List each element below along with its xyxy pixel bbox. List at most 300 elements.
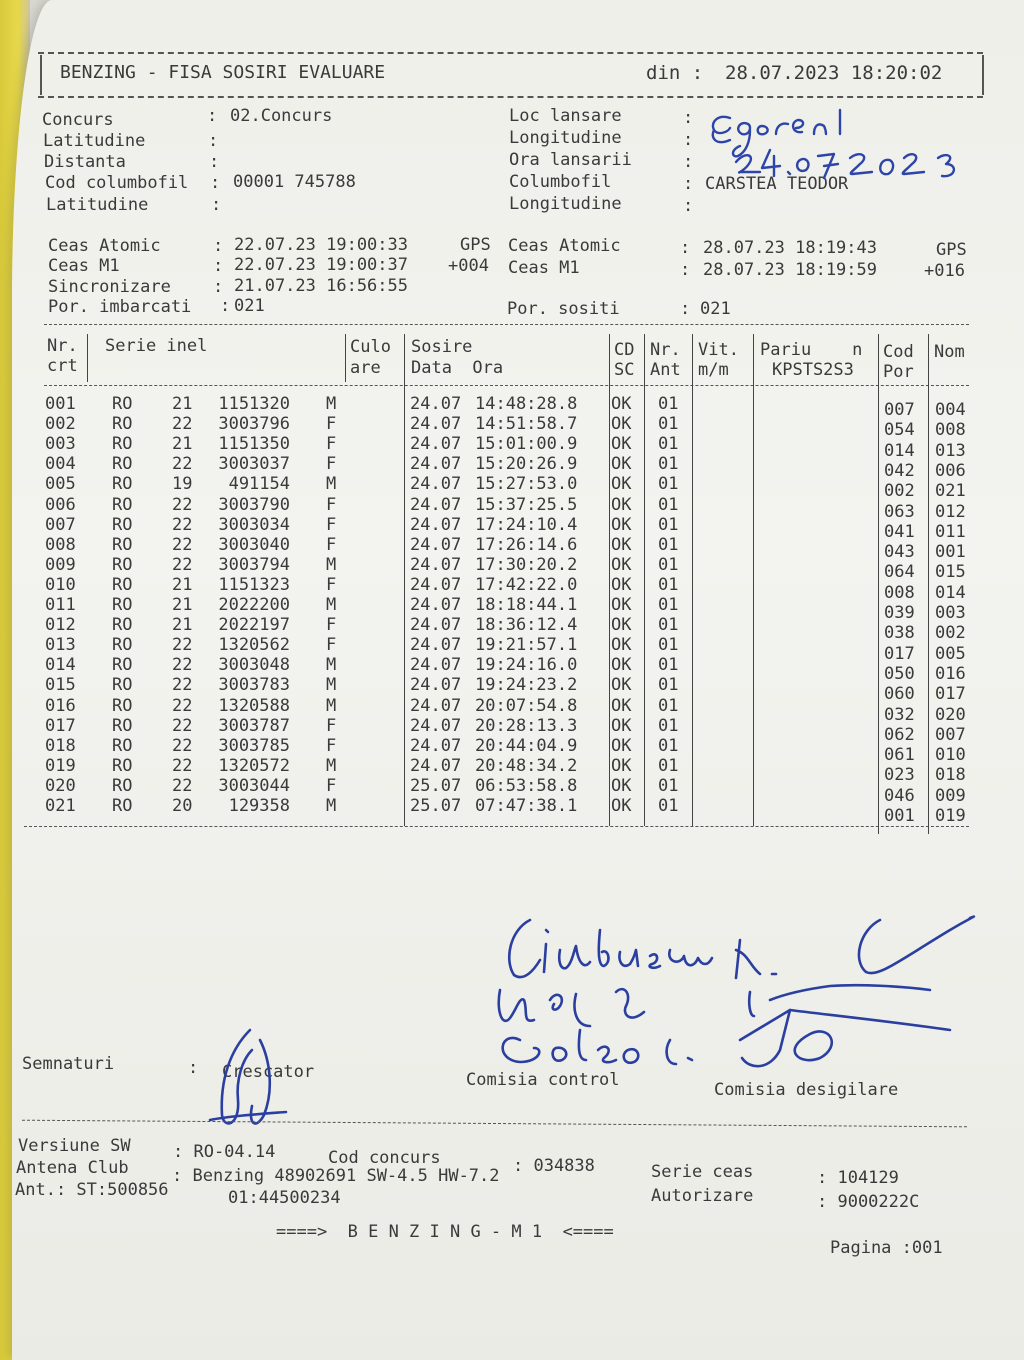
info-sep: : bbox=[683, 152, 694, 172]
row-sex: M bbox=[326, 474, 337, 495]
clock-extra: GPS bbox=[460, 235, 491, 255]
por-sositi-value: 021 bbox=[700, 299, 731, 319]
row-cd: OK bbox=[611, 514, 632, 535]
clock-value: 28.07.23 18:19:43 bbox=[703, 238, 877, 258]
col-header-cd: CD bbox=[614, 340, 635, 360]
table-header-rule bbox=[44, 385, 969, 386]
row-date: 24.07 bbox=[410, 735, 462, 756]
clock-label: Ceas Atomic bbox=[48, 236, 161, 256]
row-year: 21 bbox=[172, 434, 193, 455]
row-ant: 01 bbox=[658, 655, 679, 676]
row-date: 24.07 bbox=[410, 635, 462, 656]
info-label: Concurs bbox=[42, 110, 114, 130]
info-label: Ora lansarii bbox=[509, 150, 632, 170]
row-date: 25.07 bbox=[410, 796, 462, 816]
row-ring-number: 3003790 bbox=[218, 494, 290, 515]
clock-label: Ceas M1 bbox=[508, 258, 580, 278]
row-sex: F bbox=[326, 615, 337, 636]
row-nom: 001 bbox=[935, 542, 966, 563]
row-cod-por: 007 bbox=[884, 400, 915, 420]
row-ant: 01 bbox=[658, 474, 679, 495]
row-cd: OK bbox=[611, 414, 632, 435]
row-ring-number: 3003785 bbox=[218, 735, 290, 756]
row-time: 14:48:28.8 bbox=[475, 394, 578, 414]
row-cd: OK bbox=[611, 474, 632, 495]
table-bottom-rule bbox=[24, 826, 969, 827]
row-nr: 013 bbox=[45, 635, 76, 656]
document-title: BENZING - FISA SOSIRI EVALUARE bbox=[60, 62, 386, 83]
row-country: RO bbox=[112, 494, 133, 515]
row-year: 22 bbox=[172, 534, 193, 555]
row-time: 15:01:00.9 bbox=[475, 434, 578, 455]
row-nom: 020 bbox=[935, 704, 966, 725]
table-col-divider bbox=[878, 334, 879, 834]
row-date: 24.07 bbox=[410, 554, 462, 575]
col-header-culoare-2: are bbox=[350, 358, 381, 378]
row-ant: 01 bbox=[658, 534, 679, 555]
row-nr: 011 bbox=[45, 595, 76, 615]
row-date: 24.07 bbox=[410, 695, 462, 716]
col-header-vit: Vit. bbox=[698, 340, 739, 360]
row-ring-number: 3003044 bbox=[218, 775, 290, 796]
row-country: RO bbox=[112, 574, 133, 595]
row-cod-por: 064 bbox=[884, 562, 915, 583]
row-ring-number: 3003783 bbox=[218, 675, 290, 696]
row-cod-por: 039 bbox=[884, 603, 915, 623]
row-ring-number: 2022197 bbox=[218, 615, 290, 636]
row-ant: 01 bbox=[658, 554, 679, 575]
row-year: 22 bbox=[172, 675, 193, 696]
row-cod-por: 043 bbox=[884, 542, 915, 563]
row-time: 18:18:44.1 bbox=[475, 595, 578, 615]
row-ring-number: 3003048 bbox=[218, 655, 290, 676]
row-country: RO bbox=[112, 615, 133, 636]
table-top-rule bbox=[44, 324, 969, 325]
row-ant: 01 bbox=[658, 574, 679, 595]
row-cd: OK bbox=[611, 394, 632, 414]
row-nom: 018 bbox=[935, 765, 966, 786]
row-nr: 016 bbox=[45, 695, 76, 716]
row-country: RO bbox=[112, 474, 133, 495]
clock-value: 22.07.23 19:00:37 bbox=[234, 255, 408, 275]
serie-ceas-value: : 104129 bbox=[817, 1168, 899, 1188]
row-nr: 002 bbox=[45, 414, 76, 435]
clock-value: 21.07.23 16:56:55 bbox=[234, 276, 408, 296]
row-nom: 013 bbox=[935, 440, 966, 461]
clock-label: Ceas M1 bbox=[48, 256, 120, 276]
col-header-serie: Serie inel bbox=[105, 336, 208, 356]
row-sex: M bbox=[326, 796, 337, 816]
signature-comisia-control-label: Comisia control bbox=[466, 1070, 620, 1090]
info-sep: : bbox=[683, 174, 694, 194]
row-country: RO bbox=[112, 595, 133, 615]
row-ant: 01 bbox=[658, 454, 679, 475]
cod-columbofil-value: 00001 745788 bbox=[233, 172, 356, 192]
signature-crescator-label: Crescator bbox=[222, 1062, 315, 1082]
row-nom: 019 bbox=[935, 806, 966, 826]
row-country: RO bbox=[112, 695, 133, 716]
row-time: 17:24:10.4 bbox=[475, 514, 578, 535]
table-col-divider bbox=[87, 334, 88, 382]
row-cod-por: 023 bbox=[884, 765, 915, 786]
signature-comisia-scribble bbox=[480, 900, 980, 1080]
row-sex: M bbox=[326, 675, 337, 696]
row-date: 24.07 bbox=[410, 715, 462, 736]
row-time: 20:44:04.9 bbox=[475, 735, 578, 756]
row-ant: 01 bbox=[658, 595, 679, 615]
row-ring-number: 1320572 bbox=[218, 755, 290, 776]
row-time: 19:21:57.1 bbox=[475, 635, 578, 656]
row-ant: 01 bbox=[658, 434, 679, 455]
row-time: 14:51:58.7 bbox=[475, 414, 578, 435]
row-nom: 016 bbox=[935, 663, 966, 684]
row-nom: 015 bbox=[935, 562, 966, 583]
clock-sep: : bbox=[680, 299, 691, 319]
row-time: 17:42:22.0 bbox=[475, 574, 578, 595]
row-ant: 01 bbox=[658, 615, 679, 636]
row-cod-por: 054 bbox=[884, 420, 915, 441]
row-country: RO bbox=[112, 775, 133, 796]
benzing-banner: ====> B E N Z I N G - M 1 <==== bbox=[276, 1222, 614, 1242]
signatures-label: Semnaturi bbox=[22, 1054, 115, 1074]
row-date: 24.07 bbox=[410, 414, 462, 435]
row-cod-por: 014 bbox=[884, 440, 915, 461]
row-date: 24.07 bbox=[410, 675, 462, 696]
col-header-por: Por bbox=[883, 362, 914, 382]
col-header-pariu: Pariu n bbox=[760, 340, 863, 360]
row-nom: 012 bbox=[935, 501, 966, 522]
table-col-divider bbox=[644, 334, 645, 826]
row-time: 20:07:54.8 bbox=[475, 695, 578, 716]
row-nr: 006 bbox=[45, 494, 76, 515]
row-sex: F bbox=[326, 534, 337, 555]
row-nom: 004 bbox=[935, 400, 966, 420]
row-nr: 018 bbox=[45, 735, 76, 756]
signature-comisia-desigilare-label: Comisia desigilare bbox=[714, 1080, 899, 1100]
row-year: 21 bbox=[172, 595, 193, 615]
row-year: 22 bbox=[172, 414, 193, 435]
table-col-divider bbox=[692, 334, 693, 826]
row-nr: 003 bbox=[45, 434, 76, 455]
clock-extra: +004 bbox=[448, 256, 489, 276]
row-cod-por: 060 bbox=[884, 684, 915, 705]
document-date: 28.07.2023 18:20:02 bbox=[725, 62, 943, 84]
row-ring-number: 129358 bbox=[228, 796, 290, 816]
row-date: 24.07 bbox=[410, 534, 462, 555]
row-cd: OK bbox=[611, 534, 632, 555]
clock-extra: +016 bbox=[924, 261, 965, 281]
clock-sep: : bbox=[213, 256, 224, 276]
table-col-divider bbox=[609, 334, 610, 826]
document-date-label: din : bbox=[646, 62, 704, 84]
versiune-value: : RO-04.14 bbox=[173, 1142, 276, 1162]
row-cd: OK bbox=[611, 675, 632, 696]
row-year: 22 bbox=[172, 494, 193, 515]
row-time: 20:28:13.3 bbox=[475, 715, 578, 736]
col-header-mm: m/m bbox=[698, 360, 729, 380]
row-cd: OK bbox=[611, 434, 632, 455]
row-country: RO bbox=[112, 755, 133, 776]
row-time: 06:53:58.8 bbox=[475, 775, 578, 796]
row-country: RO bbox=[112, 394, 133, 414]
header-bottom-rule bbox=[38, 96, 983, 98]
serie-ceas-label: Serie ceas bbox=[651, 1162, 754, 1182]
row-ring-number: 1320562 bbox=[218, 635, 290, 656]
info-sep: : bbox=[683, 108, 694, 128]
row-sex: M bbox=[326, 695, 337, 716]
info-label: Latitudine bbox=[43, 131, 146, 151]
row-time: 15:20:26.9 bbox=[475, 454, 578, 475]
info-label: Cod columbofil bbox=[45, 173, 189, 193]
row-cd: OK bbox=[611, 595, 632, 615]
row-cod-por: 050 bbox=[884, 663, 915, 684]
row-cod-por: 041 bbox=[884, 521, 915, 542]
row-nom: 010 bbox=[935, 745, 966, 766]
row-ring-number: 1151350 bbox=[218, 434, 290, 455]
row-time: 20:48:34.2 bbox=[475, 755, 578, 776]
table-col-divider bbox=[345, 334, 346, 382]
row-time: 19:24:23.2 bbox=[475, 675, 578, 696]
col-header-nr-ant: Nr. bbox=[650, 340, 681, 360]
row-country: RO bbox=[112, 655, 133, 676]
row-ring-number: 1151323 bbox=[218, 574, 290, 595]
col-header-crt: crt bbox=[47, 356, 78, 376]
row-cd: OK bbox=[611, 775, 632, 796]
row-ring-number: 3003787 bbox=[218, 715, 290, 736]
row-ant: 01 bbox=[658, 775, 679, 796]
row-cd: OK bbox=[611, 715, 632, 736]
row-nom: 007 bbox=[935, 724, 966, 745]
row-nr: 015 bbox=[45, 675, 76, 696]
row-cod-por: 008 bbox=[884, 582, 915, 603]
row-cd: OK bbox=[611, 755, 632, 776]
row-date: 25.07 bbox=[410, 775, 462, 796]
row-time: 18:36:12.4 bbox=[475, 615, 578, 636]
row-ant: 01 bbox=[658, 394, 679, 414]
info-sep: : bbox=[210, 173, 221, 193]
row-sex: M bbox=[326, 595, 337, 615]
col-header-sosire: Sosire bbox=[411, 337, 473, 357]
row-year: 22 bbox=[172, 695, 193, 716]
row-year: 21 bbox=[172, 394, 193, 414]
row-date: 24.07 bbox=[410, 474, 462, 495]
row-ant: 01 bbox=[658, 414, 679, 435]
row-cod-por: 017 bbox=[884, 643, 915, 664]
info-sep: : bbox=[211, 195, 222, 215]
row-time: 17:30:20.2 bbox=[475, 554, 578, 575]
row-country: RO bbox=[112, 635, 133, 656]
row-country: RO bbox=[112, 675, 133, 696]
row-nom: 006 bbox=[935, 460, 966, 481]
row-date: 24.07 bbox=[410, 494, 462, 515]
row-cd: OK bbox=[611, 655, 632, 676]
row-cd: OK bbox=[611, 735, 632, 756]
row-time: 15:27:53.0 bbox=[475, 474, 578, 495]
row-date: 24.07 bbox=[410, 755, 462, 776]
row-country: RO bbox=[112, 796, 133, 816]
row-ant: 01 bbox=[658, 715, 679, 736]
row-cod-por: 038 bbox=[884, 623, 915, 644]
info-sep: : bbox=[683, 196, 694, 216]
row-nr: 020 bbox=[45, 775, 76, 796]
versiune-label: Versiune SW bbox=[18, 1136, 131, 1156]
row-nr: 007 bbox=[45, 514, 76, 535]
clock-sep: : bbox=[220, 296, 231, 316]
row-ant: 01 bbox=[658, 755, 679, 776]
row-year: 20 bbox=[172, 796, 193, 816]
info-sep: : bbox=[208, 131, 219, 151]
info-sep: : bbox=[209, 152, 220, 172]
row-time: 17:26:14.6 bbox=[475, 534, 578, 555]
por-imbarcati-value: 021 bbox=[234, 296, 265, 316]
row-nom: 005 bbox=[935, 643, 966, 664]
col-header-kpsts: KPSTS2S3 bbox=[772, 360, 854, 380]
header-top-rule bbox=[38, 52, 983, 54]
handwritten-place-date bbox=[700, 100, 1000, 190]
row-cod-por: 042 bbox=[884, 460, 915, 481]
row-ant: 01 bbox=[658, 494, 679, 515]
row-cd: OK bbox=[611, 454, 632, 475]
row-nr: 004 bbox=[45, 454, 76, 475]
row-cd: OK bbox=[611, 574, 632, 595]
row-year: 21 bbox=[172, 574, 193, 595]
info-label: Latitudine bbox=[46, 195, 149, 215]
row-year: 22 bbox=[172, 735, 193, 756]
row-cd: OK bbox=[611, 796, 632, 816]
row-sex: F bbox=[326, 715, 337, 736]
row-ring-number: 3003037 bbox=[218, 454, 290, 475]
info-label: Longitudine bbox=[509, 128, 622, 148]
clock-value: 22.07.23 19:00:33 bbox=[234, 235, 408, 255]
row-sex: F bbox=[326, 454, 337, 475]
row-nom: 017 bbox=[935, 684, 966, 705]
row-sex: M bbox=[326, 655, 337, 676]
clock-value: 28.07.23 18:19:59 bbox=[703, 260, 877, 280]
row-cd: OK bbox=[611, 615, 632, 636]
col-header-nr: Nr. bbox=[47, 336, 78, 356]
row-country: RO bbox=[112, 514, 133, 535]
antena-value: : Benzing 48902691 SW-4.5 HW-7.2 bbox=[172, 1166, 500, 1186]
row-cod-por: 063 bbox=[884, 501, 915, 522]
clock-extra: GPS bbox=[936, 240, 967, 260]
row-cd: OK bbox=[611, 494, 632, 515]
row-date: 24.07 bbox=[410, 514, 462, 535]
row-date: 24.07 bbox=[410, 434, 462, 455]
row-year: 22 bbox=[172, 655, 193, 676]
clock-label: Sincronizare bbox=[48, 277, 171, 297]
row-ring-number: 1151320 bbox=[218, 394, 290, 414]
row-time: 15:37:25.5 bbox=[475, 494, 578, 515]
row-ant: 01 bbox=[658, 514, 679, 535]
clock-sep: : bbox=[213, 236, 224, 256]
col-header-nom: Nom bbox=[934, 342, 965, 362]
row-cd: OK bbox=[611, 554, 632, 575]
clock-sep: : bbox=[680, 260, 691, 280]
table-col-divider bbox=[404, 334, 405, 826]
row-nom: 011 bbox=[935, 521, 966, 542]
info-value: 02.Concurs bbox=[230, 106, 333, 126]
row-sex: F bbox=[326, 735, 337, 756]
row-country: RO bbox=[112, 534, 133, 555]
row-sex: F bbox=[326, 775, 337, 796]
row-ring-number: 1320588 bbox=[218, 695, 290, 716]
row-year: 22 bbox=[172, 514, 193, 535]
row-cd: OK bbox=[611, 695, 632, 716]
cod-concurs-value: : 034838 bbox=[513, 1156, 595, 1176]
row-ant: 01 bbox=[658, 796, 679, 816]
row-sex: F bbox=[326, 514, 337, 535]
row-sex: F bbox=[326, 414, 337, 435]
row-cod-por: 061 bbox=[884, 745, 915, 766]
row-nom: 021 bbox=[935, 481, 966, 502]
page-number: Pagina :001 bbox=[830, 1238, 943, 1258]
row-nr: 010 bbox=[45, 574, 76, 595]
col-header-data-ora: Data Ora bbox=[411, 358, 504, 378]
row-nr: 019 bbox=[45, 755, 76, 776]
row-nr: 014 bbox=[45, 655, 76, 676]
row-cod-por: 046 bbox=[884, 785, 915, 806]
row-nr: 008 bbox=[45, 534, 76, 555]
row-date: 24.07 bbox=[410, 574, 462, 595]
row-sex: M bbox=[326, 554, 337, 575]
row-nom: 003 bbox=[935, 603, 966, 623]
row-nr: 017 bbox=[45, 715, 76, 736]
row-sex: F bbox=[326, 635, 337, 656]
row-cd: OK bbox=[611, 635, 632, 656]
row-ant: 01 bbox=[658, 635, 679, 656]
clock-sep: : bbox=[213, 277, 224, 297]
row-nr: 009 bbox=[45, 554, 76, 575]
row-date: 24.07 bbox=[410, 615, 462, 636]
cod-concurs-label: Cod concurs bbox=[328, 1148, 441, 1168]
row-date: 24.07 bbox=[410, 655, 462, 676]
info-label: Longitudine bbox=[509, 194, 622, 214]
clock-sep: : bbox=[680, 238, 691, 258]
row-ring-number: 3003796 bbox=[218, 414, 290, 435]
signatures-sep: : bbox=[188, 1058, 199, 1078]
row-nr: 005 bbox=[45, 474, 76, 495]
row-year: 22 bbox=[172, 454, 193, 475]
autorizare-label: Autorizare bbox=[651, 1186, 754, 1206]
autorizare-value: : 9000222C bbox=[817, 1192, 920, 1212]
clock-label: Por. sositi bbox=[507, 299, 620, 319]
clock-label: Por. imbarcati bbox=[48, 297, 192, 317]
row-country: RO bbox=[112, 434, 133, 455]
row-ring-number: 491154 bbox=[228, 474, 290, 495]
row-nr: 012 bbox=[45, 615, 76, 636]
row-ant: 01 bbox=[658, 735, 679, 756]
columbofil-name: CARSTEA TEODOR bbox=[705, 174, 849, 194]
row-nom: 009 bbox=[935, 785, 966, 806]
info-label: Distanta bbox=[44, 152, 126, 172]
row-ring-number: 2022200 bbox=[218, 595, 290, 615]
col-header-cod: Cod bbox=[883, 342, 914, 362]
row-nr: 021 bbox=[45, 796, 76, 816]
info-label: Loc lansare bbox=[509, 106, 622, 126]
row-time: 07:47:38.1 bbox=[475, 796, 578, 816]
row-year: 22 bbox=[172, 775, 193, 796]
row-time: 19:24:16.0 bbox=[475, 655, 578, 676]
row-sex: F bbox=[326, 494, 337, 515]
clock-label: Ceas Atomic bbox=[508, 236, 621, 256]
row-year: 19 bbox=[172, 474, 193, 495]
ant-st-label: Ant.: ST:500856 bbox=[15, 1180, 169, 1200]
row-sex: M bbox=[326, 755, 337, 776]
row-date: 24.07 bbox=[410, 595, 462, 615]
row-nom: 002 bbox=[935, 623, 966, 644]
row-date: 24.07 bbox=[410, 394, 462, 414]
row-ant: 01 bbox=[658, 695, 679, 716]
